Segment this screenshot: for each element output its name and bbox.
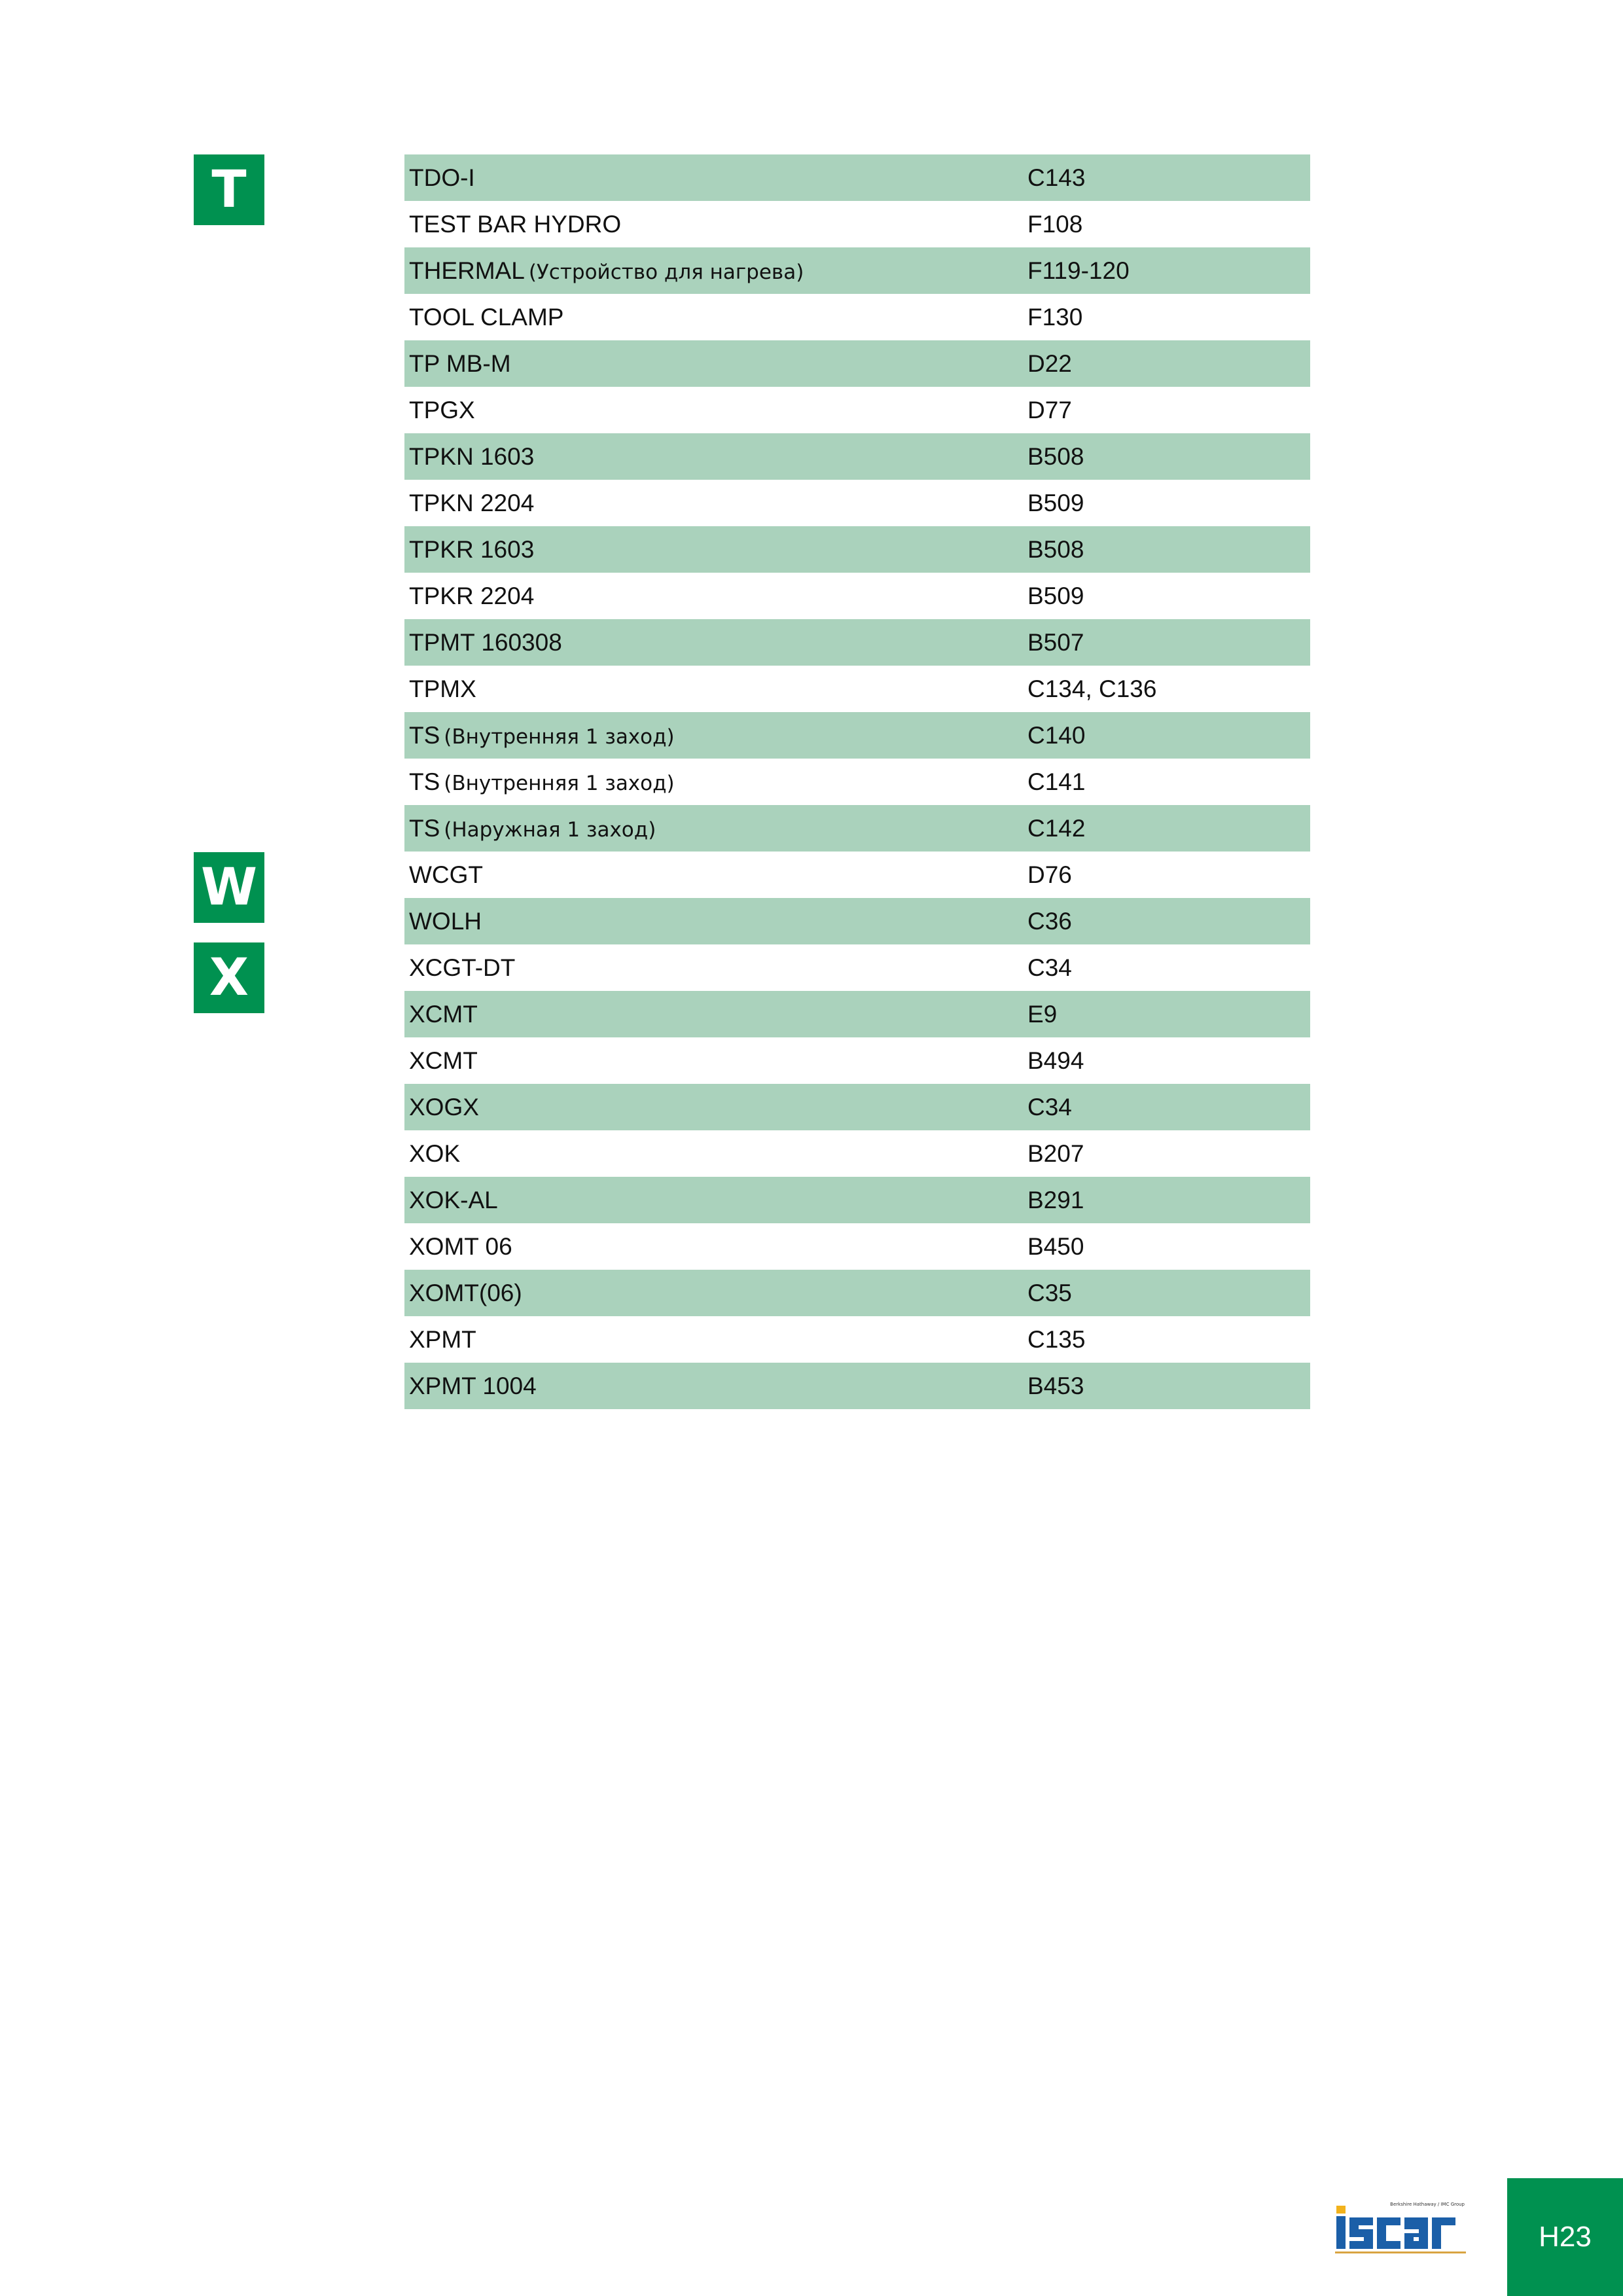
- item-page-ref: B494: [1027, 1047, 1084, 1074]
- item-name: [409, 898, 482, 944]
- item-code: XOMT(06): [409, 1280, 522, 1306]
- item-name: [409, 1270, 522, 1316]
- table-row: [404, 666, 1310, 712]
- item-page-ref: B291: [1027, 1187, 1084, 1213]
- item-code: TP MB-M: [409, 350, 511, 377]
- item-code: XOMT 06: [409, 1233, 512, 1260]
- item-page-ref: C141: [1027, 768, 1086, 795]
- item-code: TPGX: [409, 397, 475, 423]
- table-row: [404, 201, 1310, 247]
- item-name: [409, 526, 534, 573]
- item-code: TPKR 2204: [409, 583, 535, 609]
- item-name: [409, 1223, 512, 1270]
- item-page-ref: C135: [1027, 1326, 1086, 1353]
- item-note: (Внутренняя 1 заход): [444, 772, 675, 795]
- section-letter-t: T: [194, 154, 264, 225]
- item-code: TS: [409, 768, 440, 795]
- item-code: TOOL CLAMP: [409, 304, 564, 331]
- item-code: WCGT: [409, 861, 484, 888]
- table-row: [404, 387, 1310, 433]
- item-page-ref: F119-120: [1027, 257, 1130, 284]
- item-name: [409, 1177, 498, 1223]
- table-row: [404, 480, 1310, 526]
- item-page-ref: D76: [1027, 861, 1072, 888]
- item-page-ref: F130: [1027, 304, 1083, 331]
- section-letter-w: W: [194, 852, 264, 923]
- table-row: [404, 433, 1310, 480]
- item-page-ref: B507: [1027, 629, 1084, 656]
- item-page-ref: F108: [1027, 211, 1083, 238]
- table-row: [404, 805, 1310, 852]
- item-name: [409, 294, 563, 340]
- item-name: [409, 1084, 479, 1130]
- item-code: WOLH: [409, 908, 482, 935]
- item-code: XPMT: [409, 1326, 476, 1353]
- item-code: TPKN 1603: [409, 443, 535, 470]
- item-page-ref: C36: [1027, 908, 1072, 935]
- item-code: THERMAL: [409, 257, 525, 284]
- table-row: [404, 759, 1310, 805]
- item-name: [409, 852, 483, 898]
- item-page-ref: B453: [1027, 1372, 1084, 1399]
- item-name: [409, 712, 675, 759]
- item-name: [409, 154, 475, 201]
- item-code: TPKN 2204: [409, 490, 535, 516]
- table-row: [404, 1270, 1310, 1316]
- item-name: [409, 433, 534, 480]
- item-code: TDO-I: [409, 164, 475, 191]
- item-page-ref: B509: [1027, 490, 1084, 516]
- table-row: [404, 247, 1310, 294]
- item-code: TEST BAR HYDRO: [409, 211, 622, 238]
- page-number: H23: [1507, 2178, 1623, 2296]
- item-name: [409, 247, 804, 294]
- section-letter-x: X: [194, 942, 264, 1013]
- item-code: TPKR 1603: [409, 536, 535, 563]
- item-name: [409, 991, 478, 1037]
- item-code: XCGT-DT: [409, 954, 516, 981]
- item-page-ref: C34: [1027, 1094, 1072, 1121]
- table-row: [404, 1130, 1310, 1177]
- item-page-ref: C142: [1027, 815, 1086, 842]
- table-row: [404, 991, 1310, 1037]
- index-table: [404, 154, 1310, 1409]
- item-note: (Устройство для нагрева): [528, 260, 804, 284]
- item-name: [409, 805, 656, 852]
- item-page-ref: B207: [1027, 1140, 1084, 1167]
- item-code: TPMT 160308: [409, 629, 562, 656]
- item-note: (Внутренняя 1 заход): [444, 725, 675, 749]
- table-row: [404, 1037, 1310, 1084]
- item-name: [409, 944, 515, 991]
- table-row: [404, 340, 1310, 387]
- item-code: TS: [409, 722, 440, 749]
- item-page-ref: D22: [1027, 350, 1072, 377]
- table-row: [404, 619, 1310, 666]
- table-row: [404, 944, 1310, 991]
- table-row: [404, 154, 1310, 201]
- item-page-ref: C34: [1027, 954, 1072, 981]
- item-name: [409, 340, 511, 387]
- item-name: [409, 1037, 478, 1084]
- item-note: (Наружная 1 заход): [444, 818, 656, 842]
- item-page-ref: C134, C136: [1027, 675, 1157, 702]
- item-name: [409, 480, 534, 526]
- item-page-ref: C35: [1027, 1280, 1072, 1306]
- item-page-ref: B450: [1027, 1233, 1084, 1260]
- item-code: TS: [409, 815, 440, 842]
- item-code: XPMT 1004: [409, 1372, 537, 1399]
- item-name: [409, 573, 534, 619]
- table-row: [404, 1316, 1310, 1363]
- table-row: [404, 573, 1310, 619]
- item-page-ref: D77: [1027, 397, 1072, 423]
- item-code: XOK-AL: [409, 1187, 498, 1213]
- iscar-logo: [1335, 2197, 1472, 2255]
- table-row: [404, 526, 1310, 573]
- table-row: [404, 1084, 1310, 1130]
- table-row: [404, 1223, 1310, 1270]
- item-name: [409, 619, 562, 666]
- item-name: [409, 1363, 537, 1409]
- logo-tagline: Berkshire Hathaway / IMC Group: [1390, 2202, 1465, 2207]
- item-page-ref: E9: [1027, 1001, 1058, 1028]
- table-row: [404, 712, 1310, 759]
- item-page-ref: C140: [1027, 722, 1086, 749]
- table-row: [404, 898, 1310, 944]
- item-code: XOGX: [409, 1094, 479, 1121]
- item-code: XOK: [409, 1140, 461, 1167]
- item-code: XCMT: [409, 1047, 478, 1074]
- item-page-ref: C143: [1027, 164, 1086, 191]
- item-name: [409, 387, 475, 433]
- item-page-ref: B508: [1027, 443, 1084, 470]
- item-name: [409, 1316, 476, 1363]
- table-row: [404, 852, 1310, 898]
- item-name: [409, 201, 621, 247]
- item-page-ref: B508: [1027, 536, 1084, 563]
- item-code: TPMX: [409, 675, 476, 702]
- item-page-ref: B509: [1027, 583, 1084, 609]
- table-row: [404, 294, 1310, 340]
- item-name: [409, 666, 476, 712]
- table-row: [404, 1177, 1310, 1223]
- table-row: [404, 1363, 1310, 1409]
- item-code: XCMT: [409, 1001, 478, 1028]
- item-name: [409, 1130, 460, 1177]
- item-name: [409, 759, 675, 805]
